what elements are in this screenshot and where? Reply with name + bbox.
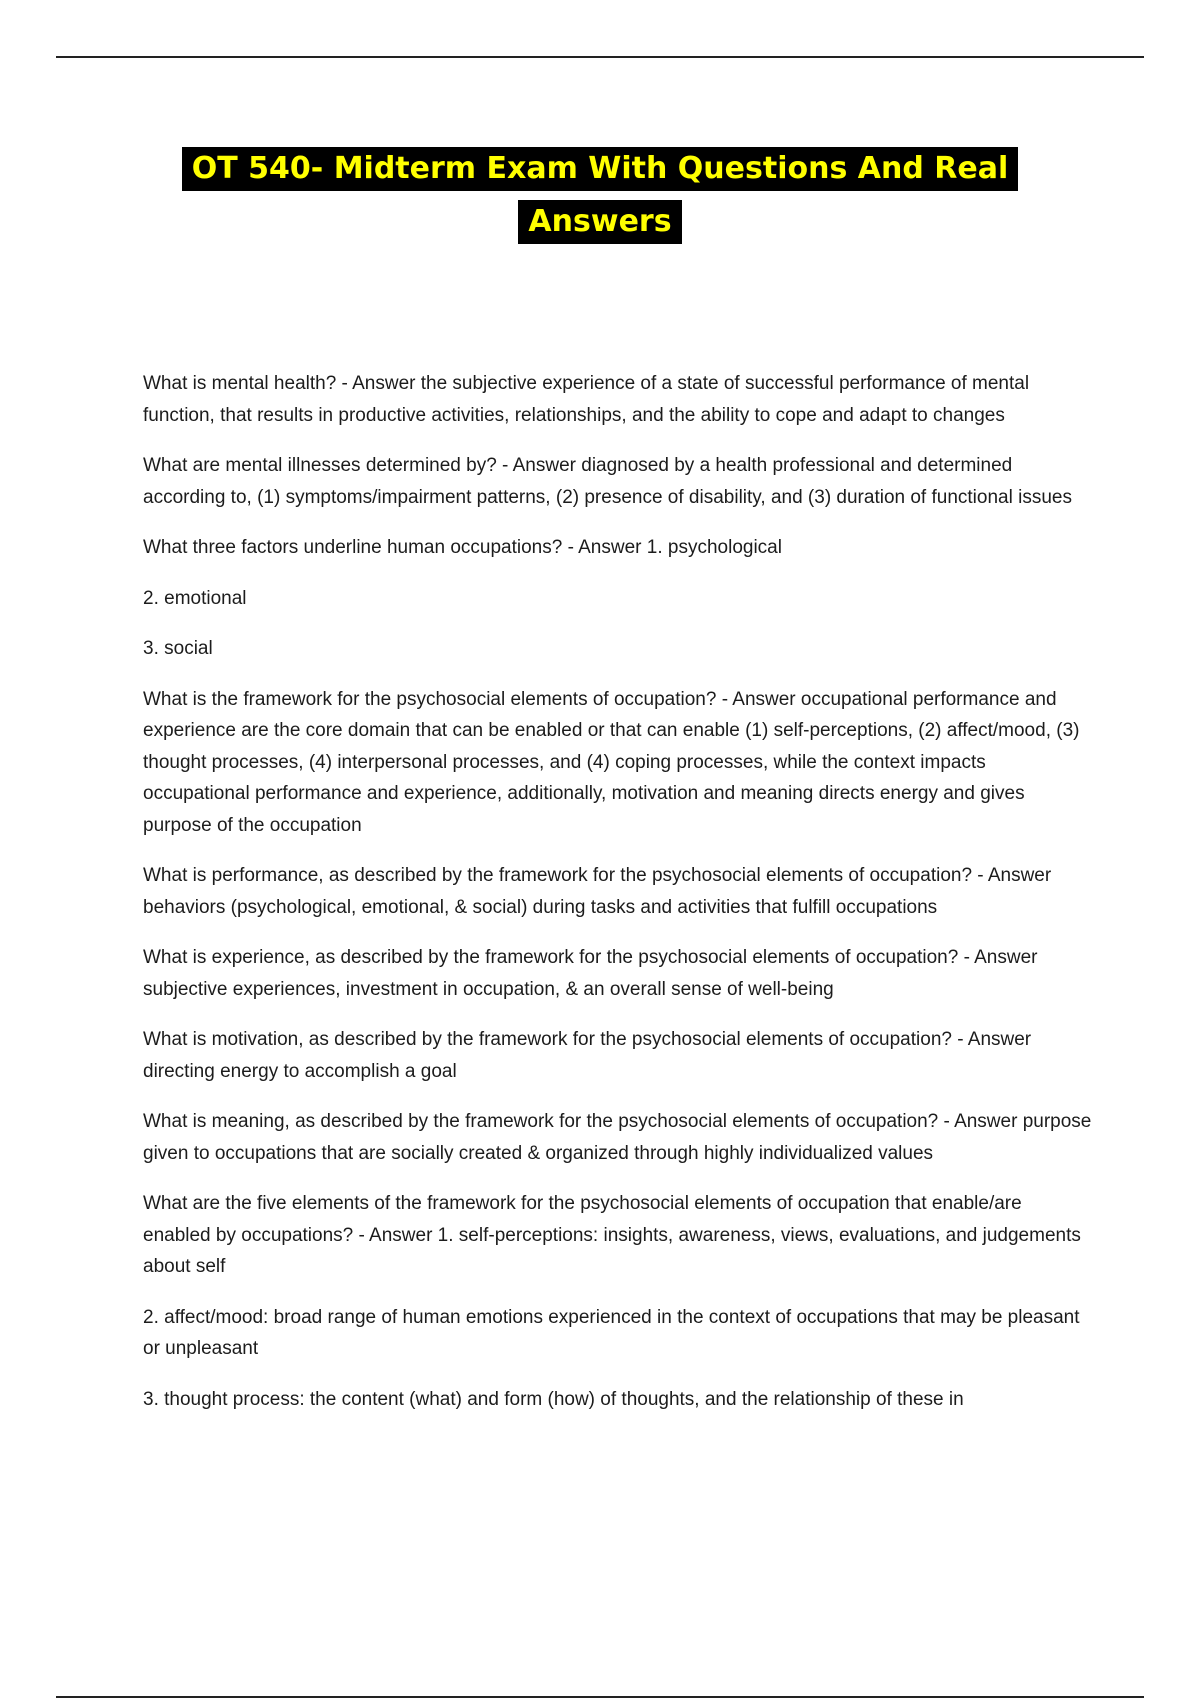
paragraph: 3. social: [143, 638, 213, 659]
paragraph: What is performance, as described by the framework for the psychosocial elements of occupation? - Answer behaviors (psychological, emotional, & social) during tasks and activities that fulfill occupations: [143, 865, 1052, 918]
paragraph: What is experience, as described by the framework for the psychosocial elements of occupation? - Answer subjective experiences, investment in occupation, & an overall sense of well-being: [143, 947, 1038, 1000]
paragraph: 3. thought process: the content (what) and form (how) of thoughts, and the relationship of these in: [143, 1388, 964, 1410]
title-line-1: OT 540- Midterm Exam With Questions And Real: [182, 147, 1018, 191]
title-line-2: Answers: [518, 200, 681, 244]
paragraph: 2. emotional: [143, 587, 247, 609]
paragraph: What is motivation, as described by the framework for the psychosocial elements of occupation? - Answer directing energy to accomplish a goal: [143, 1029, 1032, 1082]
paragraph: 2. affect/mood: broad range of human emotions experienced in the context of occupations that may be pleasant or unpleasant: [143, 1306, 1080, 1359]
paragraph: What is meaning, as described by the framework for the psychosocial elements of occupation? - Answer purpose given to occupations that are socially created & organized through highly individualized values: [143, 1111, 1092, 1164]
paragraph: What is mental health? - Answer the subjective experience of a state of successful performance of mental function, that results in productive activities, relationships, and the ability to cope and adapt to changes: [143, 373, 1030, 426]
paragraph: What are the five elements of the framework for the psychosocial elements of occupation that enable/are enabled by occupations? - Answer 1. self-perceptions: insights, awareness, views, evaluations, and judgements about self: [143, 1193, 1081, 1277]
document-title: [0, 142, 1200, 248]
paragraph: What three factors underline human occupations? - Answer 1. psychological: [143, 537, 782, 558]
document-body: [143, 368, 1093, 1434]
bottom-divider: [56, 1696, 1144, 1698]
paragraph: What are mental illnesses determined by? - Answer diagnosed by a health professional and determined according to, (1) symptoms/impairment patterns, (2) presence of disability, and (3) duration of functional issues: [143, 455, 1072, 508]
top-divider: [56, 56, 1144, 58]
paragraph: What is the framework for the psychosocial elements of occupation? - Answer occupational performance and experience are the core domain that can be enabled or that can enable (1) self-perceptions, (2) affect/mood, (3) thought processes, (4) interpersonal processes, and (4) coping processes, while the context impacts occupational performance and experience, additionally, motivation and meaning directs energy and gives purpose of the occupation: [143, 688, 1080, 836]
